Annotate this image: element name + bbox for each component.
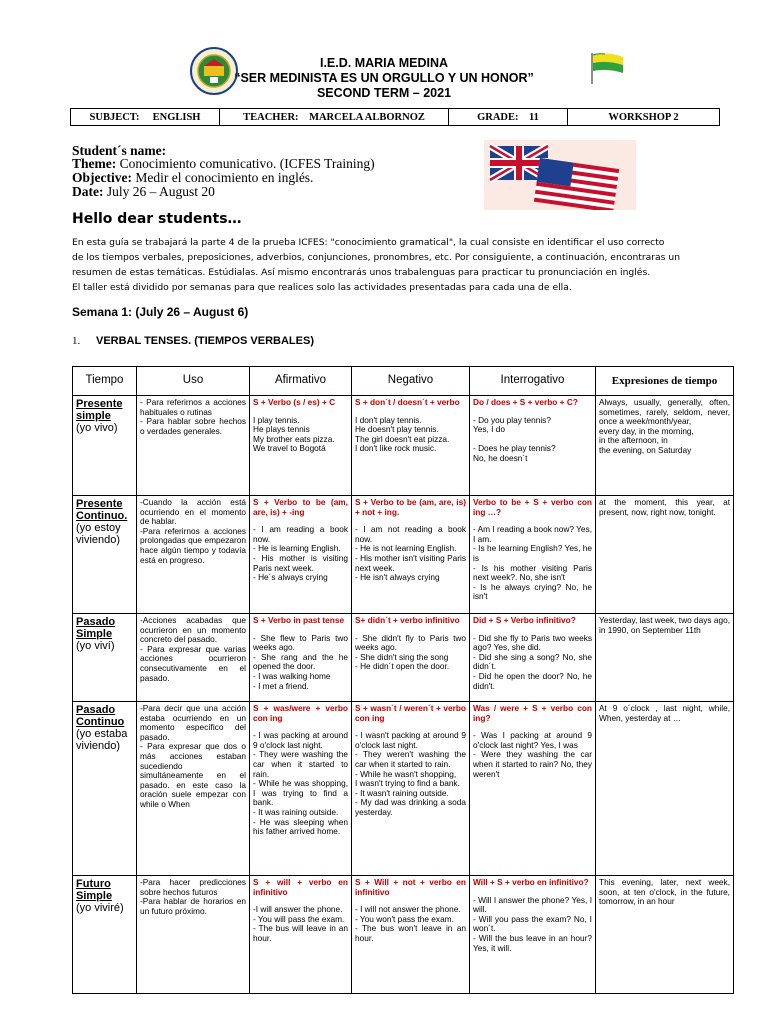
intro-line: de los tiempos verbales, preposiciones, adverbios, conjunciones, pronombres, etc. Por consiguiente, a continuación, encontraras un xyxy=(72,252,681,263)
cell-line: - Is he learning English? Yes, he is xyxy=(473,543,592,563)
tense-name: Presente simple xyxy=(76,398,123,422)
cell-line: - Do you play tennis? xyxy=(473,414,551,425)
negativo-formula: S + don´t / doesn´t + verbo xyxy=(355,397,460,407)
cell-line: - Para hablar sobre hechos o verdades generales. xyxy=(140,416,246,436)
school-name: I.E.D. MARIA MEDINA xyxy=(319,56,448,70)
uk-us-flags-image xyxy=(484,140,636,210)
uso-cell xyxy=(137,876,250,994)
cell-line: - She didn't fly to Paris two weeks ago. xyxy=(355,632,466,653)
cell-line: - Para expresar que dos o más acciones estaban sucediendo simultáneamente en el pasado. en este caso la oración suele empezar con while o When xyxy=(140,741,246,809)
teacher-cell xyxy=(220,109,449,126)
objective-line xyxy=(72,170,313,185)
cell-line: - The bus will leave in an hour. xyxy=(253,923,348,943)
cell-line: -I will answer the phone. xyxy=(253,904,343,915)
cell-line: No, he doesn´t xyxy=(473,452,528,463)
intro-line: El taller está dividido por semanas para que realices solo las actividades presentadas para cada una de ella. xyxy=(72,282,572,293)
negativo-cell xyxy=(352,496,470,614)
cell-line: - You will pass the exam. xyxy=(253,913,345,924)
cell-line: - He isn't always crying xyxy=(355,572,440,583)
workshop-cell xyxy=(568,109,720,126)
interrogativo-cell xyxy=(470,876,596,994)
theme-value: Conocimiento comunicativo. (ICFES Training) xyxy=(119,156,375,171)
tense-translation: (yo viví) xyxy=(76,640,115,652)
uso-cell xyxy=(137,614,250,702)
interrogativo-formula: Verbo to be + S + verbo con ing …? xyxy=(473,497,592,517)
cell-line: - He didn´t open the door. xyxy=(355,661,450,672)
objective-label: Objective: xyxy=(72,170,132,185)
cell-line: My brother eats pizza. xyxy=(253,433,335,444)
header-expresiones: Expresiones de tiempo xyxy=(596,367,734,396)
cell-line: - Does he play tennis? xyxy=(473,443,556,454)
cell-line: He doesn't play tennis. xyxy=(355,424,439,435)
table-row xyxy=(73,396,734,496)
cell-line: - You won't pass the exam. xyxy=(355,913,454,924)
cell-line: - It was raining outside. xyxy=(253,806,339,817)
date-line xyxy=(72,184,215,199)
grade-label: GRADE: xyxy=(477,111,519,123)
interrogativo-formula: Was / were + S + verbo con ing? xyxy=(473,703,592,723)
interrogativo-formula: Did + S + Verbo infinitivo? xyxy=(473,615,576,625)
cell-line: - They were washing the car when it started to rain. xyxy=(253,749,348,779)
greeting: Hello dear students… xyxy=(72,211,242,227)
header-interrogativo: Interrogativo xyxy=(470,367,596,396)
cell-line: - He is not learning English. xyxy=(355,543,457,554)
tense-translation: (yo estoy viviendo) xyxy=(76,522,121,546)
cell-line: - Will you pass the exam? No, I won´t. xyxy=(473,913,592,934)
cell-line: -Para hacer predicciones sobre hechos futuros xyxy=(140,877,246,897)
tense-translation: (yo estaba viviendo) xyxy=(76,728,128,752)
theme-label: Theme: xyxy=(72,156,117,171)
afirmativo-cell xyxy=(250,876,352,994)
negativo-cell xyxy=(352,614,470,702)
tense-name-cell xyxy=(73,876,137,994)
intro-paragraph xyxy=(72,235,732,295)
expresiones-cell xyxy=(596,396,734,496)
cell-line: I don't play tennis. xyxy=(355,414,422,425)
cell-line: - Para expresar que varias acciones ocurrieron consecutivamente en el pasado. xyxy=(140,643,246,683)
afirmativo-cell xyxy=(250,396,352,496)
cell-line: I wasn't trying to find a bank. xyxy=(355,778,460,789)
cell-line: -Cuando la acción está ocurriendo en el momento de hablar. xyxy=(140,497,246,527)
table-row xyxy=(73,876,734,994)
expresiones-cell xyxy=(596,496,734,614)
cell-line: Always, usually, generally, often, sometimes, rarely, seldom, never, once a week/month/year, xyxy=(599,397,730,427)
negativo-cell xyxy=(352,702,470,876)
cell-line: -Acciones acabadas que ocurrieron en un momento concreto del pasado. xyxy=(140,615,246,645)
tense-name-cell xyxy=(73,702,137,876)
cell-line: - He was sleeping when his father arrived home. xyxy=(253,816,348,837)
afirmativo-formula: S + Verbo in past tense xyxy=(253,615,345,625)
cell-line: - They weren't washing the car when it started to rain. xyxy=(355,749,466,769)
cell-line: - I met a friend. xyxy=(253,680,309,691)
cell-line: - Did he open the door? No, he didn't. xyxy=(473,670,592,691)
interrogativo-cell xyxy=(470,614,596,702)
cell-line: -Para decir que una acción estaba ocurriendo en un momento específico del pasado. xyxy=(140,703,246,742)
cell-line: The girl doesn't eat pizza. xyxy=(355,433,450,444)
cell-line: I play tennis. xyxy=(253,414,300,425)
section-number: 1. xyxy=(72,335,81,347)
teacher-label: TEACHER: xyxy=(243,111,299,123)
cell-line: - Will the bus leave in an hour? Yes, it will. xyxy=(473,932,592,953)
cell-line: - Para referirnos a acciones habituales o rutinas xyxy=(140,397,246,417)
grade-cell xyxy=(449,109,568,126)
negativo-formula: S + Will + not + verbo en infinitivo xyxy=(355,877,466,897)
cell-line: - Did she fly to Paris two weeks ago? Yes, she did. xyxy=(473,632,592,653)
negativo-formula: S + Verbo to be (am, are, is) + not + ing. xyxy=(355,497,466,517)
cell-line: - It wasn't raining outside. xyxy=(355,787,449,798)
cell-line: - My dad was drinking a soda yesterday. xyxy=(355,797,466,817)
cell-line: - Will I answer the phone? Yes, I will. xyxy=(473,894,592,915)
cell-line: - Were they washing the car when it started to rain? No, they weren't xyxy=(473,749,592,779)
table-row xyxy=(73,702,734,876)
header-afirmativo: Afirmativo xyxy=(250,367,352,396)
cell-line: We travel to Bogotá xyxy=(253,443,326,454)
afirmativo-cell xyxy=(250,614,352,702)
intro-line: En esta guía se trabajará la parte 4 de la prueba ICFES: "conocimiento gramatical", la cual consiste en identificar el uso correcto xyxy=(72,237,665,248)
school-motto: “SER MEDINISTA ES UN ORGULLO Y UN HONOR” xyxy=(234,71,534,85)
cell-line: - Is he always crying? No, he isn't xyxy=(473,581,592,602)
table-row xyxy=(73,614,734,702)
cell-line: every day, in the morning, xyxy=(599,425,694,436)
table-row xyxy=(73,496,734,614)
cell-line: - Is his mother visiting Paris next week?. No, she isn't xyxy=(473,562,592,583)
workshop-label: WORKSHOP 2 xyxy=(608,111,679,123)
cell-line: - Did she sing a song? No, she didn´t. xyxy=(473,651,592,672)
tense-name-cell xyxy=(73,614,137,702)
term-label: SECOND TERM – 2021 xyxy=(316,86,452,100)
header-tiempo: Tiempo xyxy=(73,367,137,396)
interrogativo-cell xyxy=(470,496,596,614)
cell-line: He plays tennis xyxy=(253,424,310,435)
cell-line: - He is learning English. xyxy=(253,543,341,554)
cell-line: -Para hablar de horarios en un futuro próximo. xyxy=(140,896,246,916)
objective-value: Medir el conocimiento en inglés. xyxy=(135,170,314,185)
expresiones-cell xyxy=(596,702,734,876)
teacher-value: MARCELA ALBORNOZ xyxy=(309,111,425,123)
cell-line: - While he was shopping, I was trying to find a bank. xyxy=(253,778,348,808)
cell-line: - Am I reading a book now? Yes, I am. xyxy=(473,524,592,544)
student-name-label: Student´s name: xyxy=(72,143,167,158)
cell-line: - He´s always crying xyxy=(253,572,328,583)
date-label: Date: xyxy=(72,184,104,199)
cell-line: Yesterday, last week, two days ago, in 1990, on September 11th xyxy=(599,615,730,635)
afirmativo-formula: S + Verbo to be (am, are, is) + -ing xyxy=(253,497,348,517)
cell-line: - She didn't sing the song xyxy=(355,651,449,662)
cell-line: - The bus won't leave in an hour. xyxy=(355,923,466,943)
uso-cell xyxy=(137,702,250,876)
week-heading: Semana 1: (July 26 – August 6) xyxy=(72,305,249,319)
header-negativo: Negativo xyxy=(352,367,470,396)
uso-cell xyxy=(137,396,250,496)
cell-line: Yes, I do xyxy=(473,424,505,435)
uso-cell xyxy=(137,496,250,614)
cell-line: - She flew to Paris two weeks ago. xyxy=(253,632,348,653)
cell-line: the evening, on Saturday xyxy=(599,444,692,455)
intro-line: resumen de estas temáticas. Estúdialas. Así mismo encontrarás unos trabalenguas para practicar tu pronunciación en inglés. xyxy=(72,267,651,278)
cell-line: At 9 o´clock , last night, while, When, yesterday at … xyxy=(599,703,730,723)
cell-line: - I was walking home xyxy=(253,670,331,681)
cell-line: - I will not answer the phone. xyxy=(355,904,461,915)
cell-line: - I am reading a book now. xyxy=(253,524,348,544)
cell-line: - I wasn't packing at around 9 o'clock last night. xyxy=(355,730,466,750)
tense-name: Presente Continuo. xyxy=(76,498,128,522)
tense-name: Pasado Continuo xyxy=(76,704,125,728)
date-value: July 26 – August 20 xyxy=(106,184,215,199)
negativo-cell xyxy=(352,876,470,994)
cell-line: I don't like rock music. xyxy=(355,443,437,454)
header-uso: Uso xyxy=(137,367,250,396)
grade-value: 11 xyxy=(529,111,539,123)
subject-value: ENGLISH xyxy=(152,111,201,123)
section-title: VERBAL TENSES. (TIEMPOS VERBALES) xyxy=(96,335,314,347)
expresiones-cell xyxy=(596,614,734,702)
tense-name: Pasado Simple xyxy=(76,616,116,640)
cell-line: - I am not reading a book now. xyxy=(355,524,466,544)
tense-name-cell xyxy=(73,396,137,496)
cell-line: - Was I packing at around 9 o'clock last night? Yes, I was xyxy=(473,730,592,750)
section-heading xyxy=(72,335,314,347)
cell-line: - His mother is visiting Paris next week. xyxy=(253,552,348,573)
afirmativo-formula: S + was/were + verbo con ing xyxy=(253,703,348,723)
cell-line: This evening, later, next week, soon, at ten o'clock, in the future, tomorrow, in an hour xyxy=(599,877,730,907)
tense-name: Futuro Simple xyxy=(76,878,113,902)
interrogativo-formula: Do / does + S + verbo + C? xyxy=(473,397,578,407)
cell-line: - His mother isn't visiting Paris next week. xyxy=(355,552,466,573)
school-flag-icon xyxy=(589,51,625,85)
cell-line: - I was packing at around 9 o'clock last night. xyxy=(253,730,348,750)
subject-label: SUBJECT: xyxy=(89,111,140,123)
interrogativo-cell xyxy=(470,396,596,496)
afirmativo-formula: S + will + verbo en infinitivo xyxy=(253,877,348,897)
cell-line: in the afternoon, in xyxy=(599,435,668,446)
cell-line: at the moment, this year, at present, now, right now, tonight. xyxy=(599,497,730,517)
tense-name-cell xyxy=(73,496,137,614)
cell-line: -Para referirnos a acciones prolongadas que empezaron hace algún tiempo y todavía está en progreso. xyxy=(140,525,246,565)
cell-line: - While he wasn't shopping, xyxy=(355,768,457,779)
negativo-cell xyxy=(352,396,470,496)
negativo-formula: S+ didn´t + verbo infinitivo xyxy=(355,615,460,625)
info-table xyxy=(70,108,720,126)
afirmativo-cell xyxy=(250,702,352,876)
cell-line: - She rang and the he opened the door. xyxy=(253,651,348,672)
tense-translation: (yo viviré) xyxy=(76,902,124,914)
verb-tenses-table xyxy=(72,366,734,994)
afirmativo-cell xyxy=(250,496,352,614)
expresiones-cell xyxy=(596,876,734,994)
interrogativo-cell xyxy=(470,702,596,876)
table-header-row xyxy=(73,367,734,396)
afirmativo-formula: S + Verbo (s / es) + C xyxy=(253,397,336,407)
interrogativo-formula: Will + S + verbo en infinitivo? xyxy=(473,877,589,887)
tense-translation: (yo vivo) xyxy=(76,422,118,434)
subject-cell xyxy=(71,109,220,126)
theme-line xyxy=(72,156,375,171)
negativo-formula: S + wasn´t / weren´t + verbo con ing xyxy=(355,703,466,723)
